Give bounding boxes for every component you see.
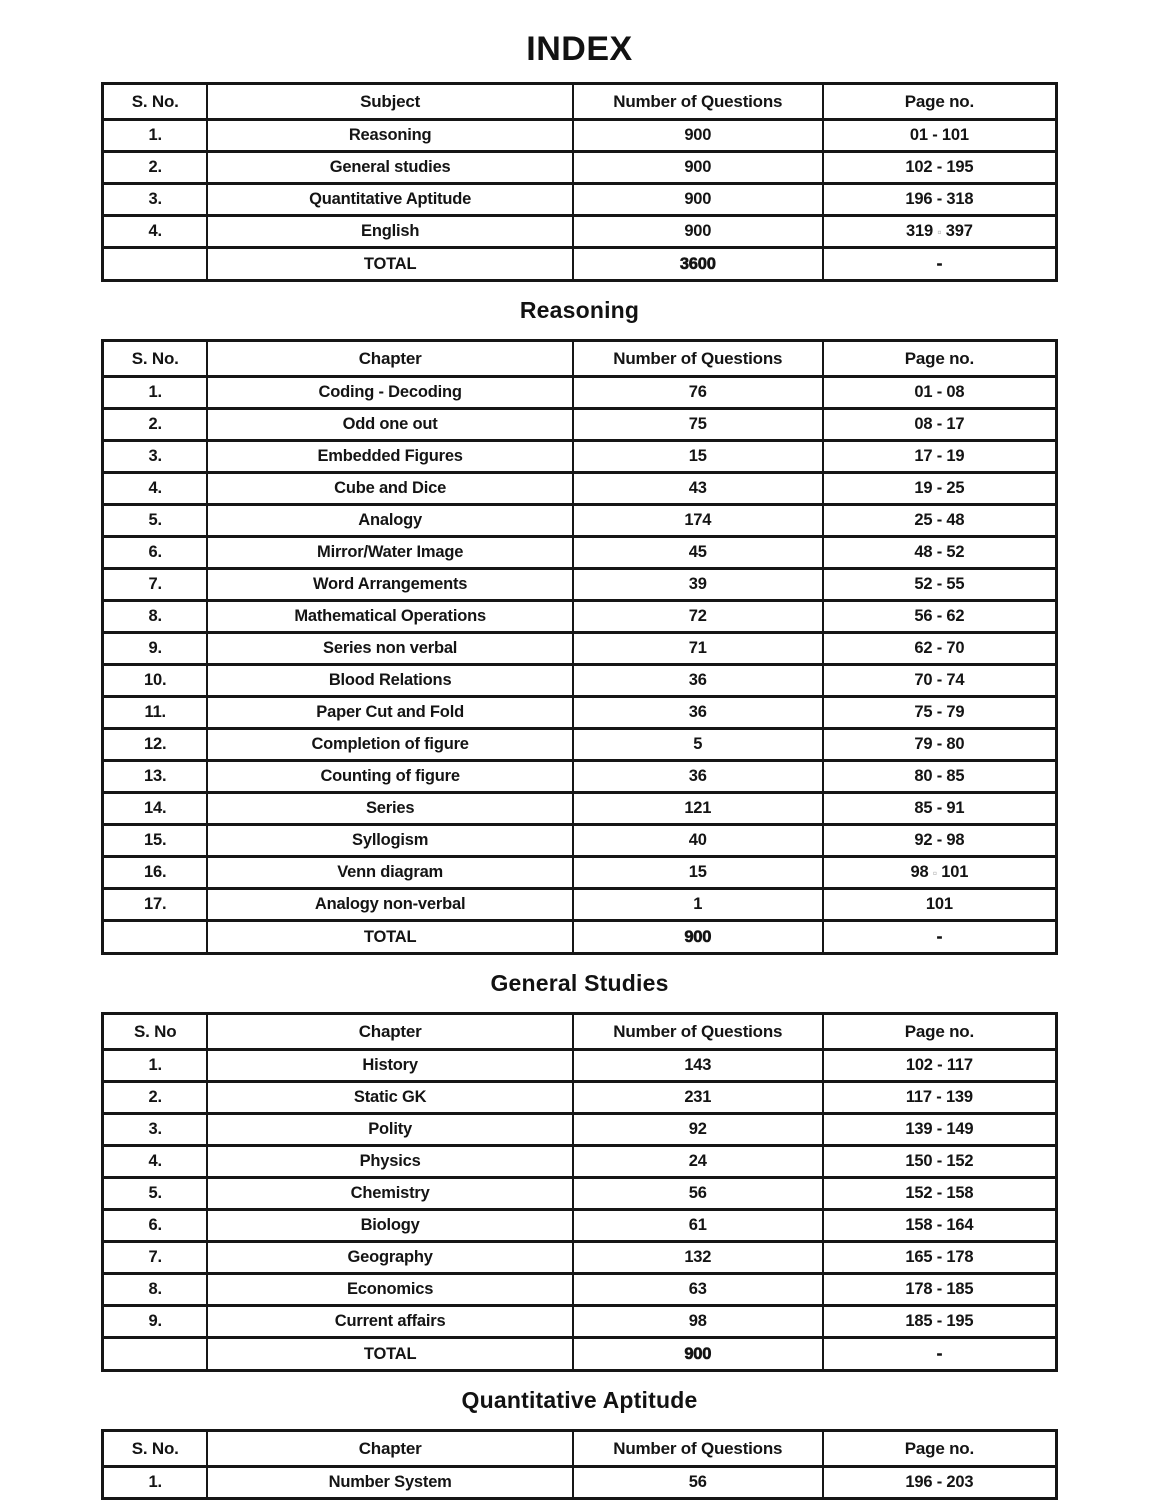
- cell-pages: 150 - 152: [823, 1146, 1057, 1178]
- cell-questions: 56: [573, 1178, 823, 1210]
- gray-square-mark: ▫: [932, 866, 937, 880]
- cell-questions: 75: [573, 409, 823, 441]
- cell-sno: 2.: [103, 1082, 208, 1114]
- cell-questions: 900: [573, 120, 823, 152]
- cell-chapter: Completion of figure: [207, 729, 572, 761]
- table-row: [103, 1082, 1057, 1114]
- reasoning-table-container: [101, 339, 1058, 955]
- cell-pages: 152 - 158: [823, 1178, 1057, 1210]
- cell-questions: 5: [573, 729, 823, 761]
- cell-questions: 43: [573, 473, 823, 505]
- cell-questions: 174: [573, 505, 823, 537]
- table-row: [103, 1242, 1057, 1274]
- cell-questions: 15: [573, 441, 823, 473]
- cell-questions: 98: [573, 1306, 823, 1338]
- cell-pages: 196 - 318: [823, 184, 1057, 216]
- column-header: Page no.: [823, 341, 1057, 377]
- table-row: [103, 825, 1057, 857]
- table-row: [103, 665, 1057, 697]
- header-row: [103, 1431, 1057, 1467]
- cell-chapter: Biology: [207, 1210, 572, 1242]
- total-questions-value: 900: [684, 927, 712, 946]
- cell-pages: 56 - 62: [823, 601, 1057, 633]
- column-header: Subject: [207, 84, 572, 120]
- cell-sno: 6.: [103, 537, 208, 569]
- total-pages-value: -: [936, 1344, 943, 1363]
- cell-sno: 3.: [103, 1114, 208, 1146]
- cell-chapter: Counting of figure: [207, 761, 572, 793]
- cell-pages: 79 - 80: [823, 729, 1057, 761]
- total-row: [103, 248, 1057, 281]
- cell-chapter: Chemistry: [207, 1178, 572, 1210]
- cell-sno: 1.: [103, 1467, 208, 1499]
- column-header: S. No.: [103, 1431, 208, 1467]
- cell-sno: 1.: [103, 1050, 208, 1082]
- cell-sno: [103, 1338, 208, 1371]
- page-title: INDEX: [526, 30, 633, 68]
- cell-pages: 08 - 17: [823, 409, 1057, 441]
- cell-pages: 98 ▫ 101: [823, 857, 1057, 889]
- total-questions-value: 3600: [679, 254, 716, 273]
- cell-sno: 16.: [103, 857, 208, 889]
- table-row: [103, 761, 1057, 793]
- cell-questions: 40: [573, 825, 823, 857]
- cell-pages: 48 - 52: [823, 537, 1057, 569]
- cell-chapter: Polity: [207, 1114, 572, 1146]
- cell-chapter: Venn diagram: [207, 857, 572, 889]
- column-header: Chapter: [207, 1431, 572, 1467]
- table-row: [103, 216, 1057, 248]
- cell-questions: 76: [573, 377, 823, 409]
- cell-questions: [573, 248, 823, 281]
- cell-pages: 178 - 185: [823, 1274, 1057, 1306]
- cell-pages: 01 - 08: [823, 377, 1057, 409]
- cell-questions: [573, 921, 823, 954]
- cell-sno: 6.: [103, 1210, 208, 1242]
- column-header: Chapter: [207, 341, 572, 377]
- table-row: [103, 1467, 1057, 1499]
- cell-sno: 15.: [103, 825, 208, 857]
- cell-sno: 11.: [103, 697, 208, 729]
- cell-pages: 01 - 101: [823, 120, 1057, 152]
- cell-questions: 72: [573, 601, 823, 633]
- column-header: Page no.: [823, 1014, 1057, 1050]
- cell-pages: 19 - 25: [823, 473, 1057, 505]
- cell-sno: 13.: [103, 761, 208, 793]
- column-header: Number of Questions: [573, 84, 823, 120]
- header-row: [103, 84, 1057, 120]
- cell-chapter: Syllogism: [207, 825, 572, 857]
- cell-sno: 3.: [103, 441, 208, 473]
- cell-pages: 75 - 79: [823, 697, 1057, 729]
- cell-questions: 231: [573, 1082, 823, 1114]
- cell-chapter: Mathematical Operations: [207, 601, 572, 633]
- cell-pages: 117 - 139: [823, 1082, 1057, 1114]
- cell-chapter: History: [207, 1050, 572, 1082]
- table-row: [103, 377, 1057, 409]
- table-row: [103, 697, 1057, 729]
- column-header: S. No.: [103, 341, 208, 377]
- cell-pages: 319 ▫ 397: [823, 216, 1057, 248]
- cell-sno: 2.: [103, 152, 208, 184]
- cell-pages: 165 - 178: [823, 1242, 1057, 1274]
- cell-sno: 4.: [103, 1146, 208, 1178]
- cell-chapter: Paper Cut and Fold: [207, 697, 572, 729]
- column-header: Number of Questions: [573, 1431, 823, 1467]
- table-row: [103, 1050, 1057, 1082]
- column-header: Chapter: [207, 1014, 572, 1050]
- cell-chapter: Quantitative Aptitude: [207, 184, 572, 216]
- cell-chapter: Blood Relations: [207, 665, 572, 697]
- cell-chapter: Number System: [207, 1467, 572, 1499]
- cell-pages: 85 - 91: [823, 793, 1057, 825]
- cell-pages: 52 - 55: [823, 569, 1057, 601]
- column-header: S. No: [103, 1014, 208, 1050]
- cell-sno: 4.: [103, 216, 208, 248]
- cell-pages: 70 - 74: [823, 665, 1057, 697]
- total-pages-value: -: [936, 254, 943, 273]
- table-row: [103, 889, 1057, 921]
- cell-sno: 1.: [103, 377, 208, 409]
- cell-questions: 900: [573, 216, 823, 248]
- cell-sno: 7.: [103, 569, 208, 601]
- index-table-container: [101, 82, 1058, 282]
- cell-pages: 196 - 203: [823, 1467, 1057, 1499]
- data-table: [101, 82, 1058, 282]
- section-title-reasoning: Reasoning: [519, 297, 640, 323]
- cell-questions: 71: [573, 633, 823, 665]
- cell-pages: 80 - 85: [823, 761, 1057, 793]
- table-row: [103, 1274, 1057, 1306]
- cell-questions: 121: [573, 793, 823, 825]
- cell-questions: 63: [573, 1274, 823, 1306]
- section-title-general-studies: General Studies: [490, 970, 669, 996]
- cell-chapter: Series non verbal: [207, 633, 572, 665]
- table-row: [103, 473, 1057, 505]
- cell-questions: 900: [573, 184, 823, 216]
- cell-questions: 132: [573, 1242, 823, 1274]
- cell-sno: [103, 921, 208, 954]
- header-row: [103, 1014, 1057, 1050]
- table-row: [103, 857, 1057, 889]
- cell-pages: [823, 248, 1057, 281]
- cell-chapter: Odd one out: [207, 409, 572, 441]
- cell-sno: 4.: [103, 473, 208, 505]
- cell-chapter: Cube and Dice: [207, 473, 572, 505]
- cell-chapter: Word Arrangements: [207, 569, 572, 601]
- cell-chapter: Static GK: [207, 1082, 572, 1114]
- cell-pages: 25 - 48: [823, 505, 1057, 537]
- cell-chapter: Economics: [207, 1274, 572, 1306]
- total-pages-value: -: [936, 927, 943, 946]
- cell-questions: 36: [573, 761, 823, 793]
- cell-pages: 17 - 19: [823, 441, 1057, 473]
- cell-questions: [573, 1338, 823, 1371]
- cell-sno: 7.: [103, 1242, 208, 1274]
- cell-sno: 8.: [103, 1274, 208, 1306]
- cell-questions: 92: [573, 1114, 823, 1146]
- column-header: Number of Questions: [573, 1014, 823, 1050]
- total-label: TOTAL: [207, 248, 572, 281]
- table-row: [103, 152, 1057, 184]
- cell-chapter: Embedded Figures: [207, 441, 572, 473]
- cell-chapter: Current affairs: [207, 1306, 572, 1338]
- cell-chapter: English: [207, 216, 572, 248]
- data-table: [101, 1012, 1058, 1372]
- section-title-quantitative-aptitude: Quantitative Aptitude: [461, 1387, 698, 1413]
- cell-questions: 15: [573, 857, 823, 889]
- cell-chapter: Reasoning: [207, 120, 572, 152]
- cell-pages: 158 - 164: [823, 1210, 1057, 1242]
- cell-pages: 102 - 195: [823, 152, 1057, 184]
- cell-sno: 5.: [103, 1178, 208, 1210]
- table-row: [103, 1146, 1057, 1178]
- cell-sno: 9.: [103, 1306, 208, 1338]
- table-row: [103, 184, 1057, 216]
- cell-sno: 10.: [103, 665, 208, 697]
- data-table: [101, 1429, 1058, 1500]
- cell-pages: 92 - 98: [823, 825, 1057, 857]
- cell-pages: 101: [823, 889, 1057, 921]
- table-row: [103, 505, 1057, 537]
- cell-questions: 143: [573, 1050, 823, 1082]
- cell-questions: 56: [573, 1467, 823, 1499]
- cell-pages: 185 - 195: [823, 1306, 1057, 1338]
- cell-sno: 17.: [103, 889, 208, 921]
- table-row: [103, 1178, 1057, 1210]
- total-label: TOTAL: [207, 921, 572, 954]
- cell-sno: 9.: [103, 633, 208, 665]
- table-row: [103, 633, 1057, 665]
- table-row: [103, 537, 1057, 569]
- cell-questions: 36: [573, 665, 823, 697]
- cell-pages: 139 - 149: [823, 1114, 1057, 1146]
- cell-sno: 1.: [103, 120, 208, 152]
- data-table: [101, 339, 1058, 955]
- table-row: [103, 601, 1057, 633]
- cell-pages: 102 - 117: [823, 1050, 1057, 1082]
- cell-chapter: Geography: [207, 1242, 572, 1274]
- cell-chapter: Mirror/Water Image: [207, 537, 572, 569]
- quantitative-aptitude-table-container: [101, 1429, 1058, 1500]
- cell-questions: 45: [573, 537, 823, 569]
- cell-chapter: Coding - Decoding: [207, 377, 572, 409]
- table-row: [103, 1114, 1057, 1146]
- total-row: [103, 1338, 1057, 1371]
- total-row: [103, 921, 1057, 954]
- cell-chapter: Physics: [207, 1146, 572, 1178]
- column-header: Page no.: [823, 84, 1057, 120]
- table-row: [103, 569, 1057, 601]
- cell-questions: 36: [573, 697, 823, 729]
- table-row: [103, 729, 1057, 761]
- cell-sno: 14.: [103, 793, 208, 825]
- cell-chapter: Analogy: [207, 505, 572, 537]
- cell-sno: 2.: [103, 409, 208, 441]
- total-label: TOTAL: [207, 1338, 572, 1371]
- cell-pages: [823, 921, 1057, 954]
- cell-sno: 3.: [103, 184, 208, 216]
- cell-questions: 24: [573, 1146, 823, 1178]
- cell-sno: 8.: [103, 601, 208, 633]
- cell-chapter: General studies: [207, 152, 572, 184]
- table-row: [103, 1210, 1057, 1242]
- cell-questions: 39: [573, 569, 823, 601]
- total-questions-value: 900: [684, 1344, 712, 1363]
- table-row: [103, 793, 1057, 825]
- gray-square-mark: ▫: [937, 225, 942, 239]
- table-row: [103, 409, 1057, 441]
- cell-chapter: Analogy non-verbal: [207, 889, 572, 921]
- general-studies-table-container: [101, 1012, 1058, 1372]
- table-row: [103, 441, 1057, 473]
- header-row: [103, 341, 1057, 377]
- cell-chapter: Series: [207, 793, 572, 825]
- cell-questions: 900: [573, 152, 823, 184]
- cell-pages: [823, 1338, 1057, 1371]
- column-header: S. No.: [103, 84, 208, 120]
- column-header: Number of Questions: [573, 341, 823, 377]
- cell-pages: 62 - 70: [823, 633, 1057, 665]
- cell-questions: 1: [573, 889, 823, 921]
- cell-sno: [103, 248, 208, 281]
- cell-sno: 5.: [103, 505, 208, 537]
- table-row: [103, 120, 1057, 152]
- cell-questions: 61: [573, 1210, 823, 1242]
- table-row: [103, 1306, 1057, 1338]
- cell-sno: 12.: [103, 729, 208, 761]
- column-header: Page no.: [823, 1431, 1057, 1467]
